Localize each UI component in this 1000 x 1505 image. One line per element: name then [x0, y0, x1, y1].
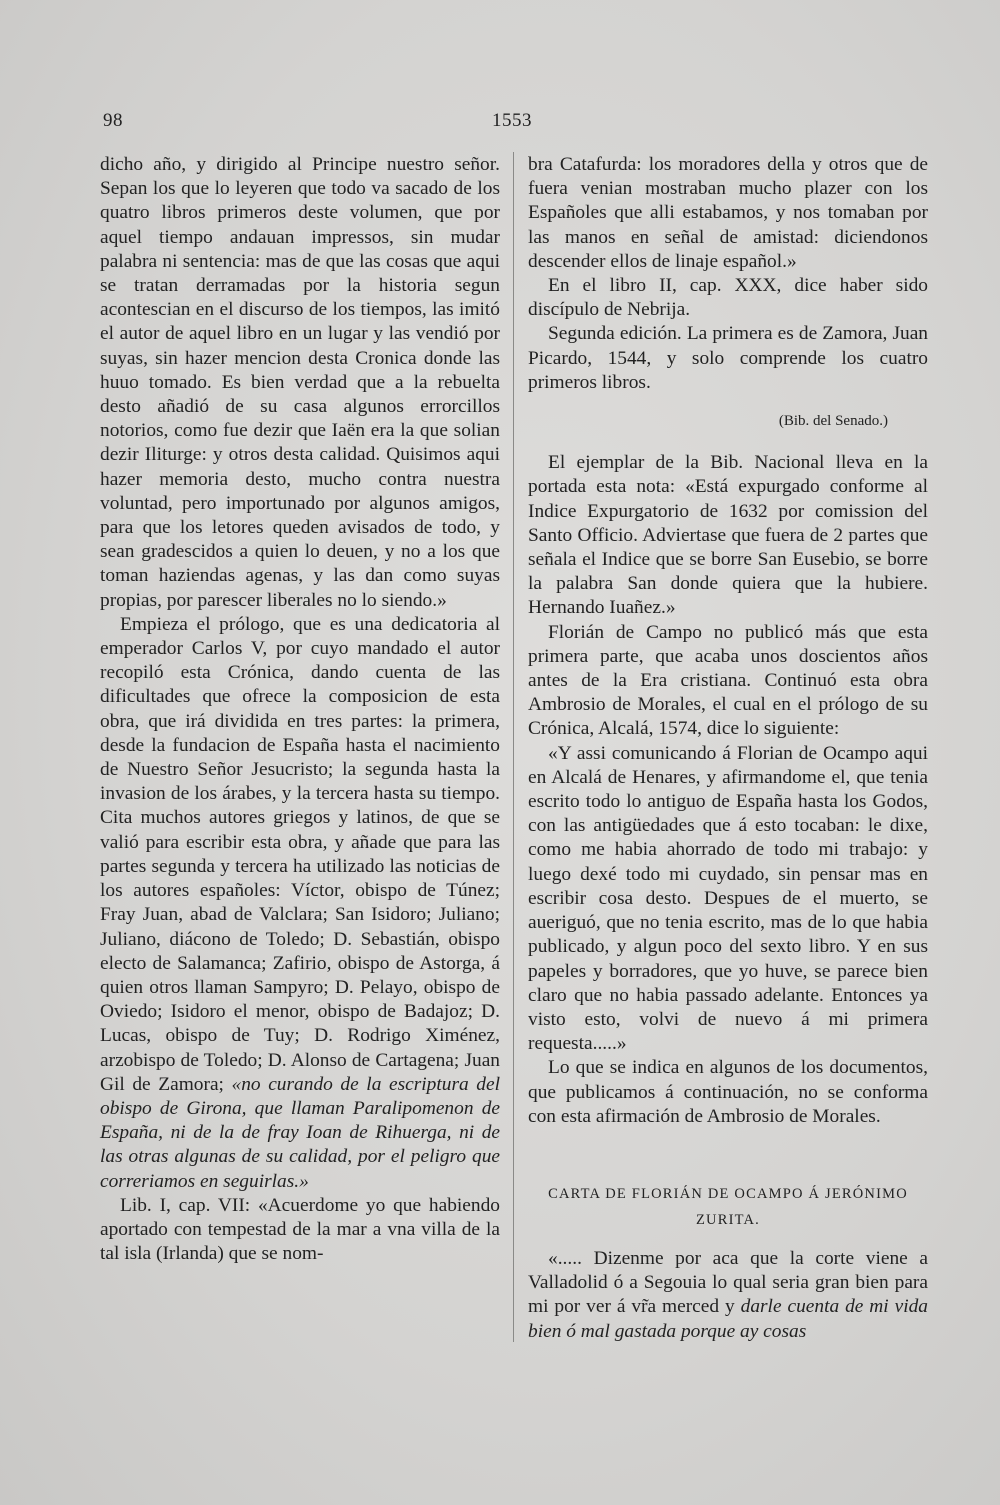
left-paragraph-3: [100, 1194, 500, 1267]
left-paragraph-1: dicho año, y dirigido al Principe nuestro señor. Sepan los que lo leyeren que todo va sacado de los quatro libros primeros deste volumen, que por aquel tiempo andauan impressos, sin mudar palabra ni sentencia: mas de que las cosas que aqui se tratan derramadas por la historia segun acontescian en el discurso de los tiempos, las imitó el autor de aquel libro en un lugar y las vendió por suyas, sin hazer mencion desta Cronica donde las huuo tomado. Es bien verdad que a la rebuelta desto añadió de su casa algunos errorcillos notorios, como fue dezir que Iaën era la que solian dezir Iliturge: y otros desta calidad. Quisimos aqui hazer memoria desto, mucho contra nuestra voluntad, pero importunado por algunos amigos, para que los letores queden avisados de todo, y sean gradescidos a quien lo deuen, y no a los que toman haziendas agenas, y las dan como suyas propias, por parescer liberales no lo siendo.»: [100, 154, 500, 611]
prologue-summary: Empieza el prólogo, que es una dedicatoria al emperador Carlos V, por cuyo mandado el autor recopiló esta Crónica, dando cuenta de las dificultades que ofrece la composicion de esta obra, que irá dividida en tres partes: la primera, desde la fundacion de España hasta el nacimiento de Nuestro Señor Jesucristo; la segunda hasta la invasion de los árabes, y la tercera hasta su tiempo. Cita muchos autores griegos y latinos, de que se valió para escribir esta obra, y añade que para las partes segunda y tercera ha utilizado las noticias de los autores españoles: Víctor, obispo de Túnez; Fray Juan, abad de Valclara; San Isidoro; Juliano; Juliano, diácono de Toledo; D. Sebastián, obispo electo de Salamanca; Zafirio, obispo de Astorga, á quien otros llaman Sampyro; D. Pelayo, obispo de Oviedo; Isidoro el menor, obispo de Badajoz; D. Lucas, obispo de Tuy; D. Rodrigo Ximénez, arzobispo de Toledo; D. Alonso de Cartagena; Juan Gil de Zamora;: [100, 613, 500, 1095]
right-paragraph-5: Florián de Campo no publicó más que esta primera parte, que acaba unos doscientos años antes de la Era cristiana. Continuó esta obra Ambrosio de Morales, el cual en el prólogo de su Crónica, Alcalá, 1574, dice lo siguiente:: [528, 621, 928, 740]
left-paragraph-2: [100, 613, 500, 1194]
letter-text: «..... Dizenme por aca que la corte viene a Valladolid ó a Segouia lo qual seria gran bien para mi por ver á vr̃a merced y: [528, 1247, 928, 1318]
page-number: 98: [103, 110, 123, 131]
book-reference: Lib. I, cap. VII:: [120, 1194, 251, 1216]
prologue-quote: «no curando de la escriptura del obispo de Girona, que llaman Paralipomenon de España, ni de la de fray Ioan de Rihuerga, ni de las otras algunas de su calidad, por el peligro que correriamos en seguirlas.»: [100, 1073, 500, 1192]
book-quote: «Acuerdome yo que habiendo aportado con tempestad de la mar a vna villa de la tal isla (Irlanda) que se nom-: [100, 1194, 500, 1265]
column-divider: [513, 152, 514, 1342]
right-column: [528, 153, 928, 1344]
right-paragraph-4: El ejemplar de la Bib. Nacional lleva en la portada esta nota: «Está expurgado conforme al Indice Expurgatorio de 1632 por comission del Santo Officio. Adviertase que fuera de 2 partes que señala el Indice que se borre San Eusebio, se borre la palabra San donde quiera que la hubiere. Hernando Iuañez.»: [528, 452, 928, 619]
letter-text-italic: darle cuenta de mi vida bien ó mal gastada porque ay cosas: [528, 1296, 928, 1342]
letter-paragraph: [528, 1247, 928, 1344]
right-paragraph-3: Segunda edición. La primera es de Zamora, Juan Picardo, 1544, y solo comprende los cuatro primeros libros.: [528, 323, 928, 393]
source-note: (Bib. del Senado.): [778, 413, 888, 430]
page-year-header: 1553: [492, 110, 532, 131]
left-column: [100, 153, 500, 1266]
right-paragraph-1: bra Catafurda: los moradores della y otros que de fuera venian mostraban mucho plazer con los Españoles que alli estabamos, y nos tomaban por las manos en señal de amistad: diciendonos descender ellos de linaje español.»: [528, 154, 928, 272]
letter-heading: CARTA DE FLORIÁN DE OCAMPO Á JERÓNIMO ZURITA.: [548, 1185, 908, 1228]
right-paragraph-2: En el libro II, cap. XXX, dice haber sido discípulo de Nebrija.: [528, 275, 928, 321]
right-paragraph-6: «Y assi comunicando á Florian de Ocampo aqui en Alcalá de Henares, y afirmandome el, que tenia escrito todo lo antiguo de España hasta los Godos, con las antigüedades que á esto tocaban: le dixe, como me habia ahorrado de todo mi trabajo: y luego dexé todo mi cuydado, sin pensar mas en escribir cosa desto. Despues de el muerto, se aueriguó, que no tenia escrito, mas de lo que habia publicado, y algun poco del sexto libro. Y en sus papeles y borradores, que yo huve, se parece bien claro que no habia passado adelante. Entonces ya visto esto, volvi de nuevo á mi primera requesta.....»: [528, 742, 928, 1055]
right-paragraph-7: Lo que se indica en algunos de los documentos, que publicamos á continuación, no se conforma con esta afirmación de Ambrosio de Morales.: [528, 1057, 928, 1127]
